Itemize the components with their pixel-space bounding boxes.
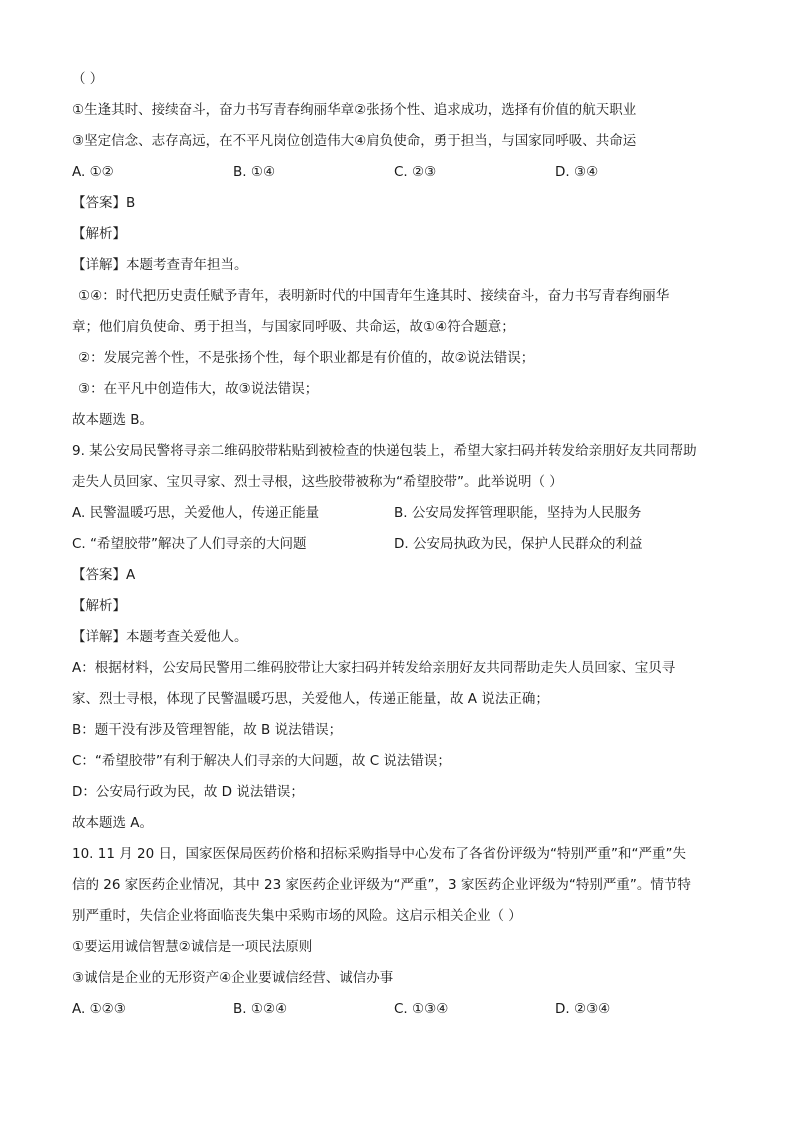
q8-answer: 【答案】B xyxy=(72,195,136,211)
q9-stem-line-1: 9. 某公安局民警将寻亲二维码胶带粘贴到被检查的快递包装上，希望大家扫码并转发给亲朋好友共同帮助 xyxy=(72,443,697,459)
q8-explanation-2: ②：发展完善个性，不是张扬个性，每个职业都是有价值的，故②说法错误； xyxy=(78,350,535,366)
q8-option-d: D. ③④ xyxy=(555,164,599,180)
q9-conclusion: 故本题选 A。 xyxy=(72,815,154,831)
q8-explanation-1-line-1: ①④：时代把历史责任赋予青年，表明新时代的中国青年生逢其时、接续奋斗，奋力书写青春绚丽华 xyxy=(78,288,670,304)
q10-statements-line-2: ③诚信是企业的无形资产④企业要诚信经营、诚信办事 xyxy=(72,970,394,986)
q9-options-row-2 xyxy=(72,529,732,560)
q9-explanation-c: C：“希望胶带”有利于解决人们寻亲的大问题，故 C 说法错误； xyxy=(72,753,451,769)
q10-stem-line-1: 10. 11 月 20 日，国家医保局医药价格和招标采购指导中心发布了各省份评级为“特别严重”和“严重”失 xyxy=(72,846,686,862)
q9-option-c: C. “希望胶带”解决了人们寻亲的大问题 xyxy=(72,536,307,552)
q9-option-b: B. 公安局发挥管理职能，坚持为人民服务 xyxy=(394,505,642,521)
q9-explanation-b: B：题干没有涉及管理智能，故 B 说法错误； xyxy=(72,722,343,738)
q10-stem-line-2: 信的 26 家医药企业情况，其中 23 家医药企业评级为“严重”，3 家医药企业评级为“特别严重”。情节特 xyxy=(72,877,691,893)
q10-option-b: B. ①②④ xyxy=(233,1001,288,1017)
q10-option-a: A. ①②③ xyxy=(72,1001,126,1017)
q8-option-c: C. ②③ xyxy=(394,164,437,180)
q10-option-c: C. ①③④ xyxy=(394,1001,449,1017)
q9-explanation-d: D：公安局行政为民，故 D 说法错误； xyxy=(72,784,304,800)
q8-statements-line-2: ③坚定信念、志存高远，在不平凡岗位创造伟大④肩负使命，勇于担当，与国家同呼吸、共命运 xyxy=(72,133,637,149)
q10-stem-line-3: 别严重时，失信企业将面临丧失集中采购市场的风险。这启示相关企业（ ） xyxy=(72,908,522,924)
q10-options xyxy=(72,994,732,1025)
q8-conclusion: 故本题选 B。 xyxy=(72,412,154,428)
q9-answer: 【答案】A xyxy=(72,567,136,583)
q8-option-a: A. ①② xyxy=(72,164,114,180)
q8-detail: 【详解】本题考查青年担当。 xyxy=(72,257,248,273)
q9-detail: 【详解】本题考查关爱他人。 xyxy=(72,629,248,645)
q9-stem-line-2: 走失人员回家、宝贝寻家、烈士寻根，这些胶带被称为“希望胶带”。此举说明（ ） xyxy=(72,474,563,490)
document-page xyxy=(72,64,732,1025)
q8-explanation-1-line-2: 章；他们肩负使命、勇于担当，与国家同呼吸、共命运，故①④符合题意； xyxy=(72,319,515,335)
q8-options xyxy=(72,157,732,188)
q9-options-row-1 xyxy=(72,498,732,529)
q9-option-a: A. 民警温暖巧思，关爱他人，传递正能量 xyxy=(72,505,320,521)
q8-option-b: B. ①④ xyxy=(233,164,276,180)
q9-explanation-a-line-2: 家、烈士寻根，体现了民警温暖巧思，关爱他人，传递正能量，故 A 说法正确； xyxy=(72,691,549,707)
q8-analysis-heading: 【解析】 xyxy=(72,226,126,242)
q10-statements-line-1: ①要运用诚信智慧②诚信是一项民法原则 xyxy=(72,939,313,955)
q9-analysis-heading: 【解析】 xyxy=(72,598,126,614)
q8-statements-line-1: ①生逢其时、接续奋斗，奋力书写青春绚丽华章②张扬个性、追求成功，选择有价值的航天职业 xyxy=(72,102,637,118)
q10-option-d: D. ②③④ xyxy=(555,1001,611,1017)
q8-tail: （ ） xyxy=(72,71,104,87)
q9-explanation-a-line-1: A：根据材料，公安局民警用二维码胶带让大家扫码并转发给亲朋好友共同帮助走失人员回家、宝贝寻 xyxy=(72,660,676,676)
q8-explanation-3: ③：在平凡中创造伟大，故③说法错误； xyxy=(78,381,319,397)
q9-option-d: D. 公安局执政为民，保护人民群众的利益 xyxy=(394,536,643,552)
